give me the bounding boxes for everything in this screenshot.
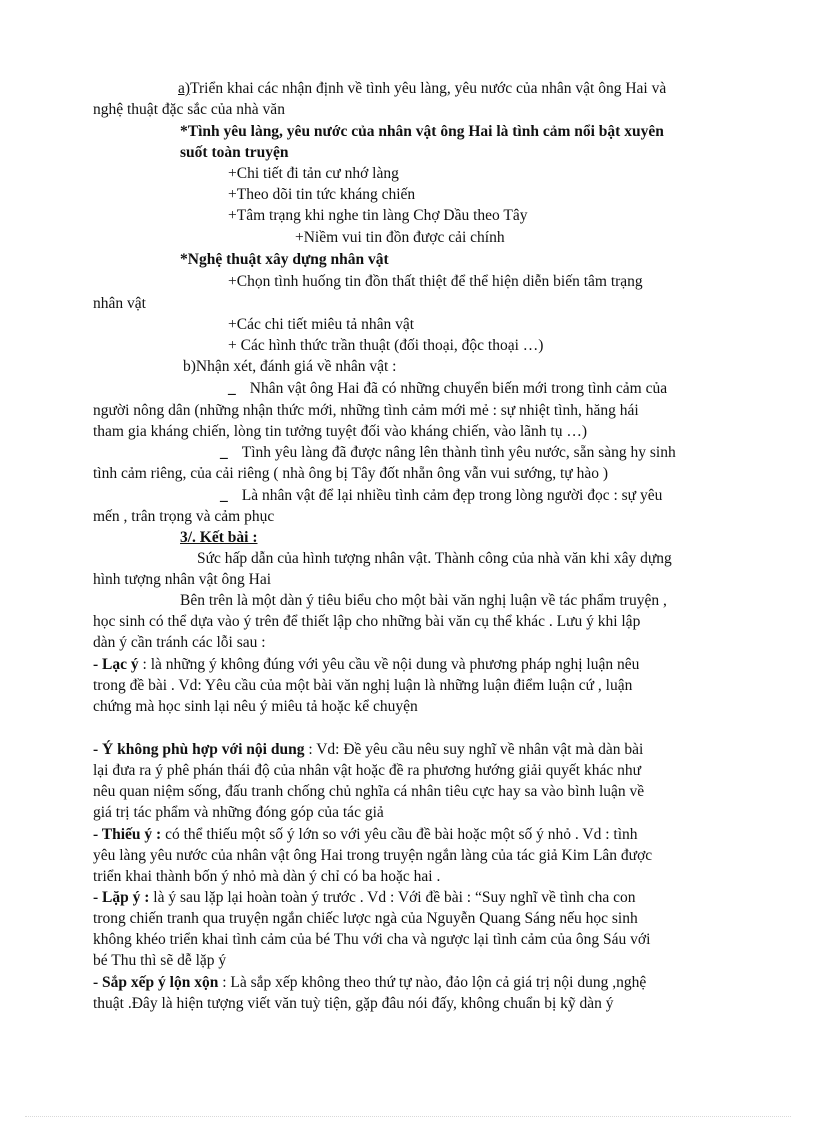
sap-xep-line-1: - Sắp xếp ý lộn xộn : Là sắp xếp không theo thứ tự nào, đảo lộn cả giá trị nội dung ,nghệ bbox=[93, 974, 647, 991]
khong-phu-hop-line-3: nêu quan niệm sống, đấu tranh chống chủ nghĩa cá nhân tiêu cực hay sa vào bình luận về bbox=[93, 783, 645, 800]
section-b-heading: b)Nhận xét, đánh giá về nhân vật : bbox=[183, 358, 397, 375]
love-item: +Niềm vui tin đồn được cải chính bbox=[295, 229, 505, 246]
conclusion-line-2: hình tượng nhân vật ông Hai bbox=[93, 571, 272, 588]
section-b-p2-cont: tình cảm riêng, của cải riêng ( nhà ông bị Tây đốt nhẵn ông vẫn vui sướng, tự hào ) bbox=[93, 465, 608, 482]
art-heading: *Nghệ thuật xây dựng nhân vật bbox=[180, 251, 389, 268]
khong-phu-hop-line-4: giá trị tác phẩm và những đóng góp của tác giả bbox=[93, 804, 384, 821]
section-b-p3: _ Là nhân vật để lại nhiều tình cảm đẹp trong lòng người đọc : sự yêu bbox=[220, 487, 663, 504]
art-item-3: + Các hình thức trần thuật (đối thoại, độc thoại …) bbox=[228, 337, 544, 354]
notes-intro-2: học sinh có thể dựa vào ý trên để thiết lập cho những bài văn cụ thể khác . Lưu ý khi lập bbox=[93, 613, 641, 630]
lap-y-line-3: không khéo triển khai tình cảm của bé Thu với cha và ngược lại tình cảm của ông Sáu với bbox=[93, 931, 651, 948]
notes-intro-3: dàn ý cần tránh các lỗi sau : bbox=[93, 634, 266, 651]
art-item-2: +Các chi tiết miêu tả nhân vật bbox=[228, 316, 415, 333]
love-item: +Tâm trạng khi nghe tin làng Chợ Dầu theo Tây bbox=[228, 207, 528, 224]
khong-phu-hop-line-2: lại đưa ra ý phê phán thái độ của nhân vật hoặc đề ra phương hướng giải quyết khác như bbox=[93, 762, 641, 779]
section-a-line-1: a)Triển khai các nhận định về tình yêu làng, yêu nước của nhân vật ông Hai và bbox=[178, 80, 667, 97]
lac-y-line-3: chứng mà học sinh lại nêu ý miêu tả hoặc kể chuyện bbox=[93, 698, 418, 715]
art-item-1-cont: nhân vật bbox=[93, 295, 146, 312]
thieu-y-line-3: triển khai thành bốn ý nhỏ mà dàn ý chỉ có ba hoặc hai . bbox=[93, 868, 441, 885]
art-item-1: +Chọn tình huống tin đồn thất thiệt để thể hiện diễn biến tâm trạng bbox=[228, 273, 643, 290]
page-bottom-divider bbox=[25, 1116, 791, 1117]
lap-y-line-2: trong chiến tranh qua truyện ngắn chiếc lược ngà của Nguyễn Quang Sáng nếu học sinh bbox=[93, 910, 638, 927]
notes-intro-1: Bên trên là một dàn ý tiêu biểu cho một bài văn nghị luận về tác phẩm truyện , bbox=[180, 592, 667, 609]
sap-xep-line-2: thuật .Đây là hiện tượng viết văn tuỳ tiện, gặp đâu nói đấy, không chuẩn bị kỹ dàn ý bbox=[93, 995, 614, 1012]
section-b-p3-cont: mến , trân trọng và cảm phục bbox=[93, 508, 275, 525]
lap-y-line-4: bé Thu thì sẽ dễ lặp ý bbox=[93, 952, 227, 969]
thieu-y-line-1: - Thiếu ý : có thể thiếu một số ý lớn so với yêu cầu đề bài hoặc một số ý nhỏ . Vd : tình bbox=[93, 826, 638, 843]
section-b-p2: _ Tình yêu làng đã được nâng lên thành tình yêu nước, sẵn sàng hy sinh bbox=[220, 444, 676, 461]
section-a-label: a) bbox=[178, 80, 191, 97]
section-b-p1-cont: người nông dân (những nhận thức mới, những tình cảm mới mẻ : sự nhiệt tình, hăng hái bbox=[93, 402, 639, 419]
section-b-p1-cont: tham gia kháng chiến, lòng tin tưởng tuyệt đối vào kháng chiến, vào lãnh tụ …) bbox=[93, 423, 587, 440]
section-a-line-2: nghệ thuật đặc sắc của nhà văn bbox=[93, 101, 285, 118]
love-item: +Chi tiết đi tản cư nhớ làng bbox=[228, 165, 399, 182]
love-heading-line-1: *Tình yêu làng, yêu nước của nhân vật ông Hai là tình cảm nổi bật xuyên bbox=[180, 123, 664, 140]
khong-phu-hop-line-1: - Ý không phù hợp với nội dung : Vd: Đề yêu cầu nêu suy nghĩ về nhân vật mà dàn bài bbox=[93, 741, 644, 758]
lac-y-line-2: trong đề bài . Vd: Yêu cầu của một bài văn nghị luận là những luận điểm luận cứ , luận bbox=[93, 677, 633, 694]
conclusion-line-1: Sức hấp dẫn của hình tượng nhân vật. Thành công của nhà văn khi xây dựng bbox=[197, 550, 672, 567]
love-heading-line-2: suốt toàn truyện bbox=[180, 144, 289, 161]
conclusion-heading: 3/. Kết bài : bbox=[180, 529, 258, 546]
lap-y-line-1: - Lặp ý : là ý sau lặp lại hoàn toàn ý trước . Vd : Với đề bài : “Suy nghĩ về tình cha con bbox=[93, 889, 636, 906]
section-b-p1: _ Nhân vật ông Hai đã có những chuyển biến mới trong tình cảm của bbox=[228, 380, 668, 397]
thieu-y-line-2: yêu làng yêu nước của nhân vật ông Hai trong truyện ngắn làng của tác giả Kim Lân được bbox=[93, 847, 653, 864]
love-item: +Theo dõi tin tức kháng chiến bbox=[228, 186, 416, 203]
lac-y-line-1: - Lạc ý : là những ý không đúng với yêu cầu về nội dung và phương pháp nghị luận nêu bbox=[93, 656, 640, 673]
